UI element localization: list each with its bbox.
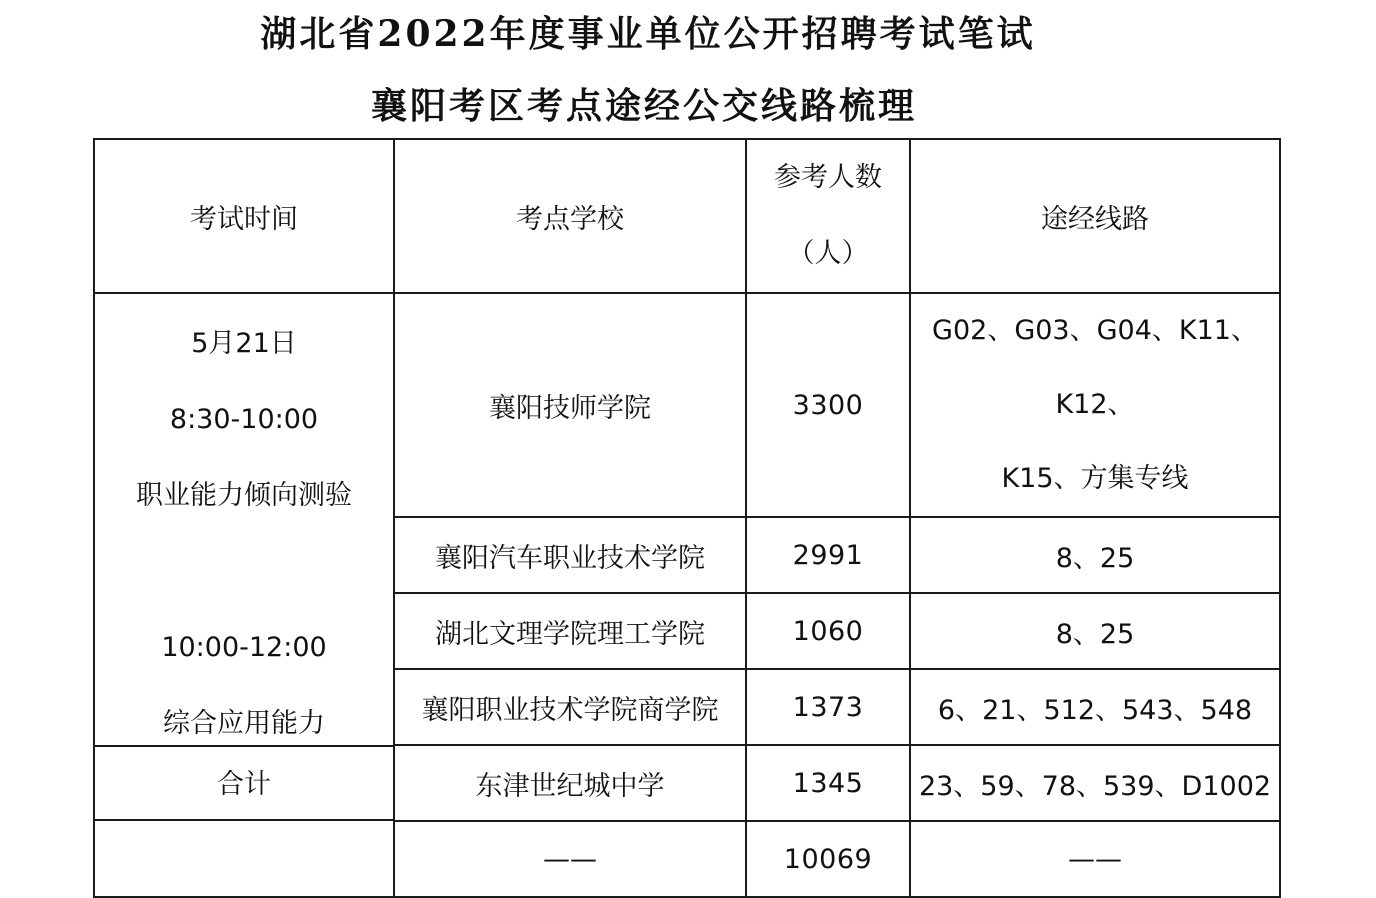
table-row [94, 293, 1280, 517]
header-routes: 途经线路 [910, 139, 1280, 293]
count-cell: 3300 [746, 293, 910, 517]
routes-line2: K15、方集专线 [1001, 463, 1189, 494]
count-cell: 2991 [746, 517, 910, 593]
school-cell: 东津世纪城中学 [394, 745, 746, 821]
routes-line1: G02、G03、G04、K11、K12、 [932, 315, 1258, 420]
routes-cell: 23、59、78、539、D1002 [910, 745, 1280, 821]
routes-cell: 8、25 [910, 593, 1280, 669]
routes-cell: 6、21、512、543、548 [910, 669, 1280, 745]
school-cell: 襄阳技师学院 [394, 293, 746, 517]
session1-subject: 职业能力倾向测验 [136, 480, 352, 511]
school-cell: 襄阳汽车职业技术学院 [394, 517, 746, 593]
header-exam-time: 考试时间 [94, 139, 394, 293]
header-school: 考点学校 [394, 139, 746, 293]
header-count [746, 139, 910, 293]
header-count-label: 参考人数 [774, 162, 882, 193]
total-school-cell: —— [394, 821, 746, 897]
session2-time: 10:00-12:00 [161, 632, 327, 663]
routes-cell [910, 293, 1280, 517]
total-label: 合计 [93, 745, 393, 821]
total-count-cell: 10069 [746, 821, 910, 897]
routes-cell: 8、25 [910, 517, 1280, 593]
total-routes-cell: —— [910, 821, 1280, 897]
count-cell: 1060 [746, 593, 910, 669]
session1-time: 8:30-10:00 [169, 404, 319, 435]
table-header-row [94, 139, 1280, 293]
school-cell: 襄阳职业技术学院商学院 [394, 669, 746, 745]
count-cell: 1373 [746, 669, 910, 745]
session2-subject: 综合应用能力 [163, 708, 325, 739]
document-title-line1: 湖北省2022年度事业单位公开招聘考试笔试 [260, 13, 1036, 55]
school-cell: 湖北文理学院理工学院 [394, 593, 746, 669]
document-title-line2: 襄阳考区考点途经公交线路梳理 [370, 85, 917, 127]
header-count-unit: （人） [787, 238, 869, 269]
count-cell: 1345 [746, 745, 910, 821]
exam-date: 5月21日 [191, 328, 297, 359]
